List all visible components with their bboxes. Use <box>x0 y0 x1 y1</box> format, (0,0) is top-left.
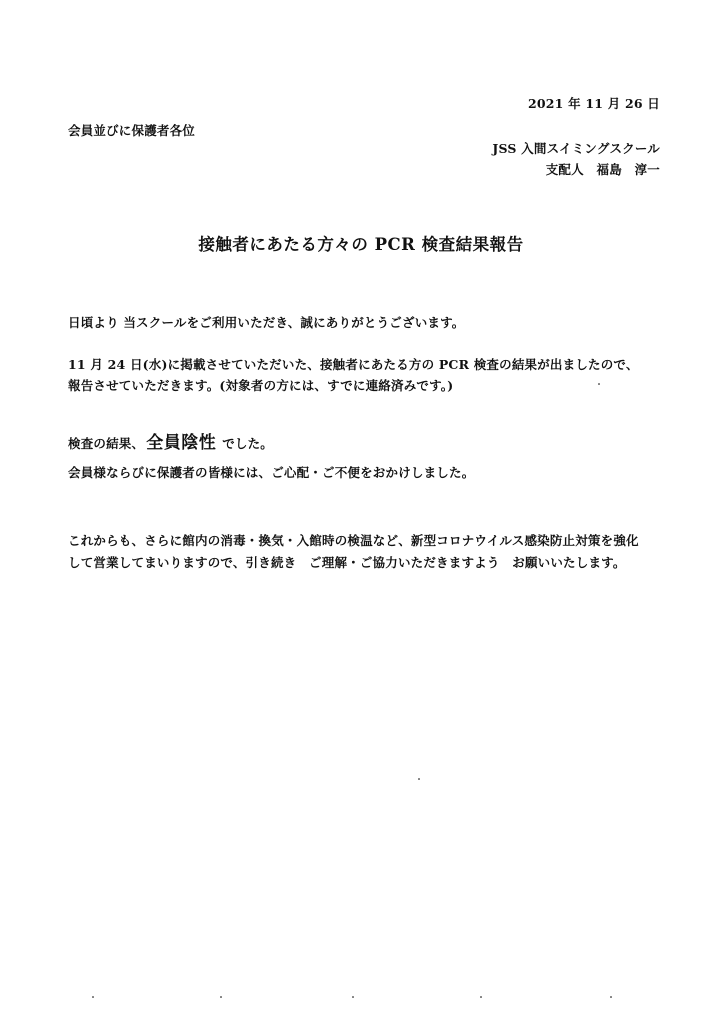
report-paragraph-line-1: 11 月 24 日(水)に掲載させていただいた、接触者にあたる方の PCR 検査の結果が出ましたので、 <box>68 357 639 372</box>
closing-paragraph-line-2: して営業してまいりますので、引き続き ご理解・ご協力いただきますよう お願いいたします。 <box>68 555 626 570</box>
apology-paragraph: 会員様ならびに保護者の皆様には、ご心配・ご不便をおかけしました。 <box>68 465 475 480</box>
organization-name: JSS 入間スイミングスクール <box>492 141 660 156</box>
manager-signature: 支配人 福島 淳一 <box>545 162 660 177</box>
result-paragraph <box>68 432 273 455</box>
scan-speck <box>352 996 354 998</box>
scan-speck <box>610 996 612 998</box>
result-prefix: 検査の結果、 <box>68 436 145 451</box>
report-paragraph-line-2: 報告させていただきます。(対象者の方には、すでに連絡済みです。) <box>68 378 454 393</box>
scan-speck <box>418 778 420 780</box>
scan-speck <box>598 383 600 385</box>
document-date: 2021 年 11 月 26 日 <box>527 96 660 111</box>
result-suffix: でした。 <box>222 436 274 451</box>
closing-paragraph-line-1: これからも、さらに館内の消毒・換気・入館時の検温など、新型コロナウイルス感染防止対策を強化 <box>68 533 639 548</box>
greeting-paragraph: 日頃より 当スクールをご利用いただき、誠にありがとうございます。 <box>68 315 465 330</box>
scan-speck <box>220 996 222 998</box>
scan-speck <box>480 996 482 998</box>
result-emphasis: 全員陰性 <box>146 433 217 453</box>
scan-speck <box>92 996 94 998</box>
recipient-line: 会員並びに保護者各位 <box>68 123 196 138</box>
document-title: 接触者にあたる方々の PCR 検査結果報告 <box>198 235 524 254</box>
